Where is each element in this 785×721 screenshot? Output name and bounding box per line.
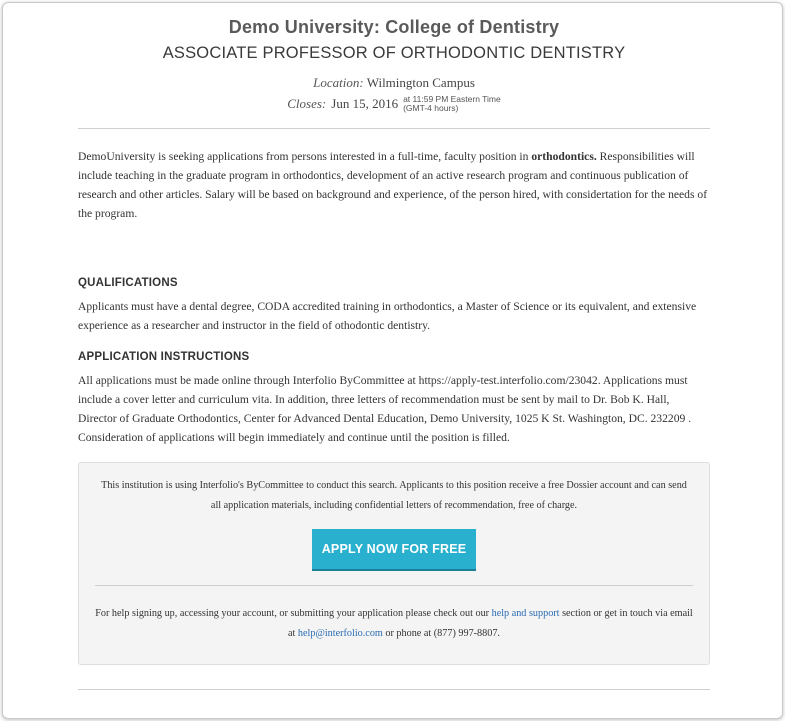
page-frame	[2, 2, 783, 719]
location-value: Wilmington Campus	[366, 75, 475, 90]
header-divider	[78, 128, 710, 129]
apply-now-button[interactable]: APPLY NOW FOR FREE	[312, 529, 476, 569]
organization-name: Demo University: College of Dentistry	[228, 17, 560, 37]
job-posting	[78, 3, 710, 690]
closes-time	[403, 95, 501, 113]
footer-divider	[78, 689, 710, 690]
closes-time-line-2: (GMT-4 hours)	[403, 103, 459, 113]
help-text-3: or phone at (877) 997-8807.	[382, 628, 500, 639]
bycommittee-notice: This institution is using Interfolio's ByCommittee to conduct this search. Applicants to this position receive a free Dossier account and can send all application materials, including confidential letters of recommendation, free of charge.	[101, 480, 687, 511]
location-label: Location:	[313, 75, 364, 90]
intro-paragraph	[78, 147, 710, 223]
closes-line	[78, 95, 710, 113]
job-title: ASSOCIATE PROFESSOR OF ORTHODONTIC DENTISTRY	[162, 44, 626, 62]
intro-bold: orthodontics.	[531, 150, 597, 163]
instructions-heading: APPLICATION INSTRUCTIONS	[78, 351, 250, 363]
help-text	[95, 604, 693, 644]
closes-label: Closes:	[287, 96, 327, 111]
closes-time-line-1: at 11:59 PM Eastern Time	[403, 94, 501, 104]
help-support-link[interactable]: help and support	[491, 608, 560, 619]
instructions-text: All applications must be made online through Interfolio ByCommittee at https://apply-test.interfolio.com/23042. Applications must include a cover letter and curriculum vita. In addition, three letters of recommendation must be sent by mail to Dr. Bob K. Hall, Director of Graduate Orthodontics, Center for Advanced Dental Education, Demo University, 1025 K St. Washington, DC. 232209 . Consideration of applications will begin immediately and continue until the position is filled.	[78, 374, 692, 444]
intro-text-2: Responsibilities will include teaching in the graduate program in orthodontics, development of an active research program and continuous publication of research and other articles. Salary will be based on background and experience, of the person hired, with considertation for the needs of the program.	[78, 150, 708, 220]
box-divider	[95, 585, 693, 586]
location-line	[78, 75, 710, 91]
qualifications-heading: QUALIFICATIONS	[78, 277, 178, 289]
apply-button-wrap	[95, 529, 693, 569]
qualifications-text: Applicants must have a dental degree, CODA accredited training in orthodontics, a Master of Science or its equivalent, and extensive experience as a researcher and instructor in the field of othodontic dentistry.	[78, 300, 697, 332]
help-email-link[interactable]: help@interfolio.com	[297, 628, 383, 639]
intro-text-1: DemoUniversity is seeking applications from persons interested in a full-time, faculty position in	[78, 150, 532, 163]
help-text-2: section or get in touch via email at	[288, 608, 693, 639]
help-text-1: For help signing up, accessing your account, or submitting your application please check out our	[95, 608, 492, 619]
apply-box	[78, 462, 710, 665]
closes-value: Jun 15, 2016	[331, 96, 399, 111]
